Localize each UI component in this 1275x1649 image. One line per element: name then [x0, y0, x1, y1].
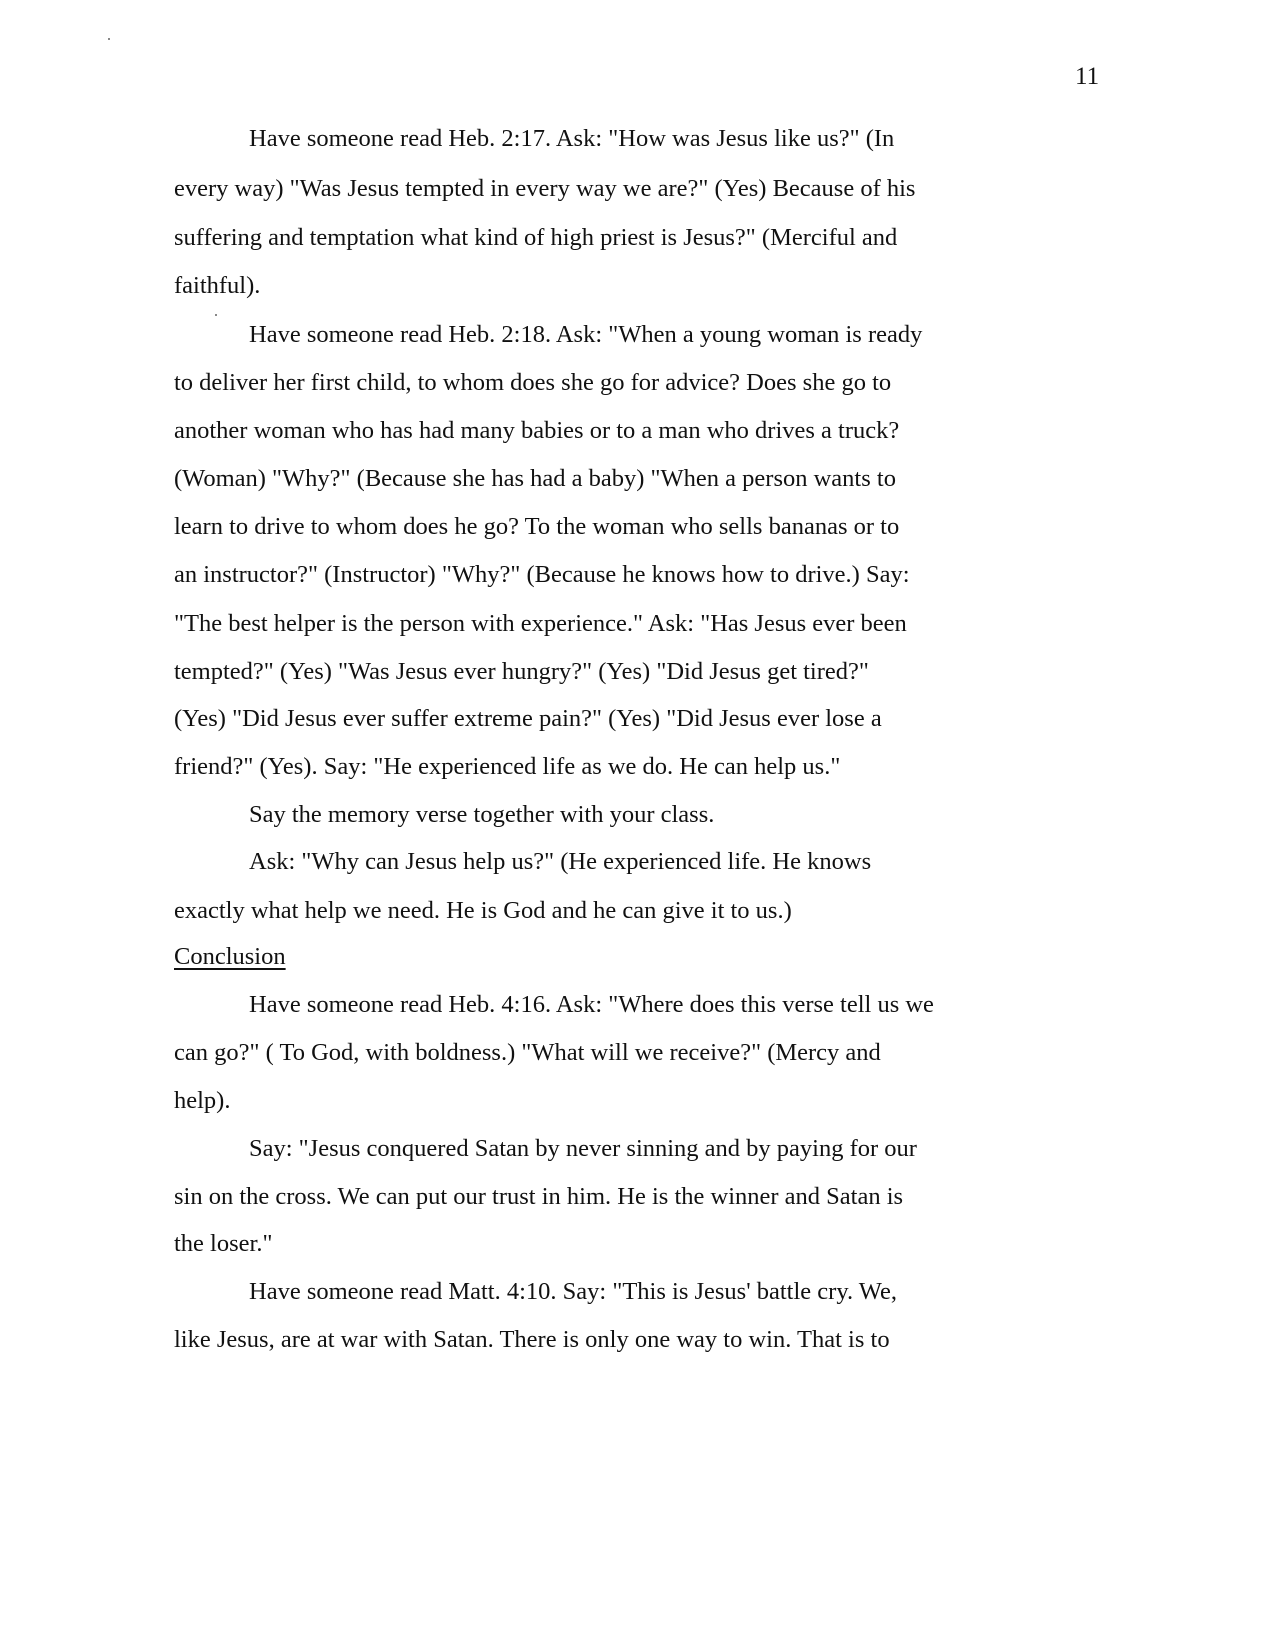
- text-line: the loser.": [174, 1230, 273, 1257]
- text-line: Say: "Jesus conquered Satan by never sinning and by paying for our: [249, 1135, 917, 1162]
- text-line: friend?" (Yes). Say: "He experienced life as we do. He can help us.": [174, 753, 841, 780]
- text-line: Have someone read Heb. 4:16. Ask: "Where does this verse tell us we: [249, 991, 934, 1018]
- text-line: another woman who has had many babies or to a man who drives a truck?: [174, 417, 900, 444]
- text-line: suffering and temptation what kind of high priest is Jesus?" (Merciful and: [174, 224, 898, 251]
- text-line: Ask: "Why can Jesus help us?" (He experienced life. He knows: [249, 848, 872, 875]
- section-heading-conclusion: Conclusion: [174, 943, 286, 970]
- text-line: exactly what help we need. He is God and he can give it to us.): [174, 897, 792, 924]
- text-line: every way) "Was Jesus tempted in every way we are?" (Yes) Because of his: [174, 175, 916, 202]
- text-line: help).: [174, 1087, 231, 1114]
- text-line: "The best helper is the person with experience." Ask: "Has Jesus ever been: [174, 610, 907, 637]
- text-line: Have someone read Heb. 2:17. Ask: "How was Jesus like us?" (In: [249, 125, 895, 152]
- page-number: 11: [1075, 63, 1100, 90]
- text-line: learn to drive to whom does he go? To the woman who sells bananas or to: [174, 513, 900, 540]
- scan-speck: [215, 314, 217, 316]
- text-line: can go?" ( To God, with boldness.) "What will we receive?" (Mercy and: [174, 1039, 881, 1066]
- text-line: (Yes) "Did Jesus ever suffer extreme pain?" (Yes) "Did Jesus ever lose a: [174, 705, 882, 732]
- text-line: faithful).: [174, 272, 261, 299]
- text-line: Say the memory verse together with your class.: [249, 801, 715, 828]
- text-line: sin on the cross. We can put our trust in him. He is the winner and Satan is: [174, 1183, 904, 1210]
- scan-speck: [108, 38, 110, 40]
- text-line: tempted?" (Yes) "Was Jesus ever hungry?" (Yes) "Did Jesus get tired?": [174, 658, 869, 685]
- text-line: an instructor?" (Instructor) "Why?" (Because he knows how to drive.) Say:: [174, 561, 910, 588]
- text-line: Have someone read Matt. 4:10. Say: "This is Jesus' battle cry. We,: [249, 1278, 897, 1305]
- text-line: like Jesus, are at war with Satan. There is only one way to win. That is to: [174, 1326, 890, 1353]
- text-line: to deliver her first child, to whom does she go for advice? Does she go to: [174, 369, 892, 396]
- text-line: Have someone read Heb. 2:18. Ask: "When a young woman is ready: [249, 321, 923, 348]
- text-line: (Woman) "Why?" (Because she has had a baby) "When a person wants to: [174, 465, 896, 492]
